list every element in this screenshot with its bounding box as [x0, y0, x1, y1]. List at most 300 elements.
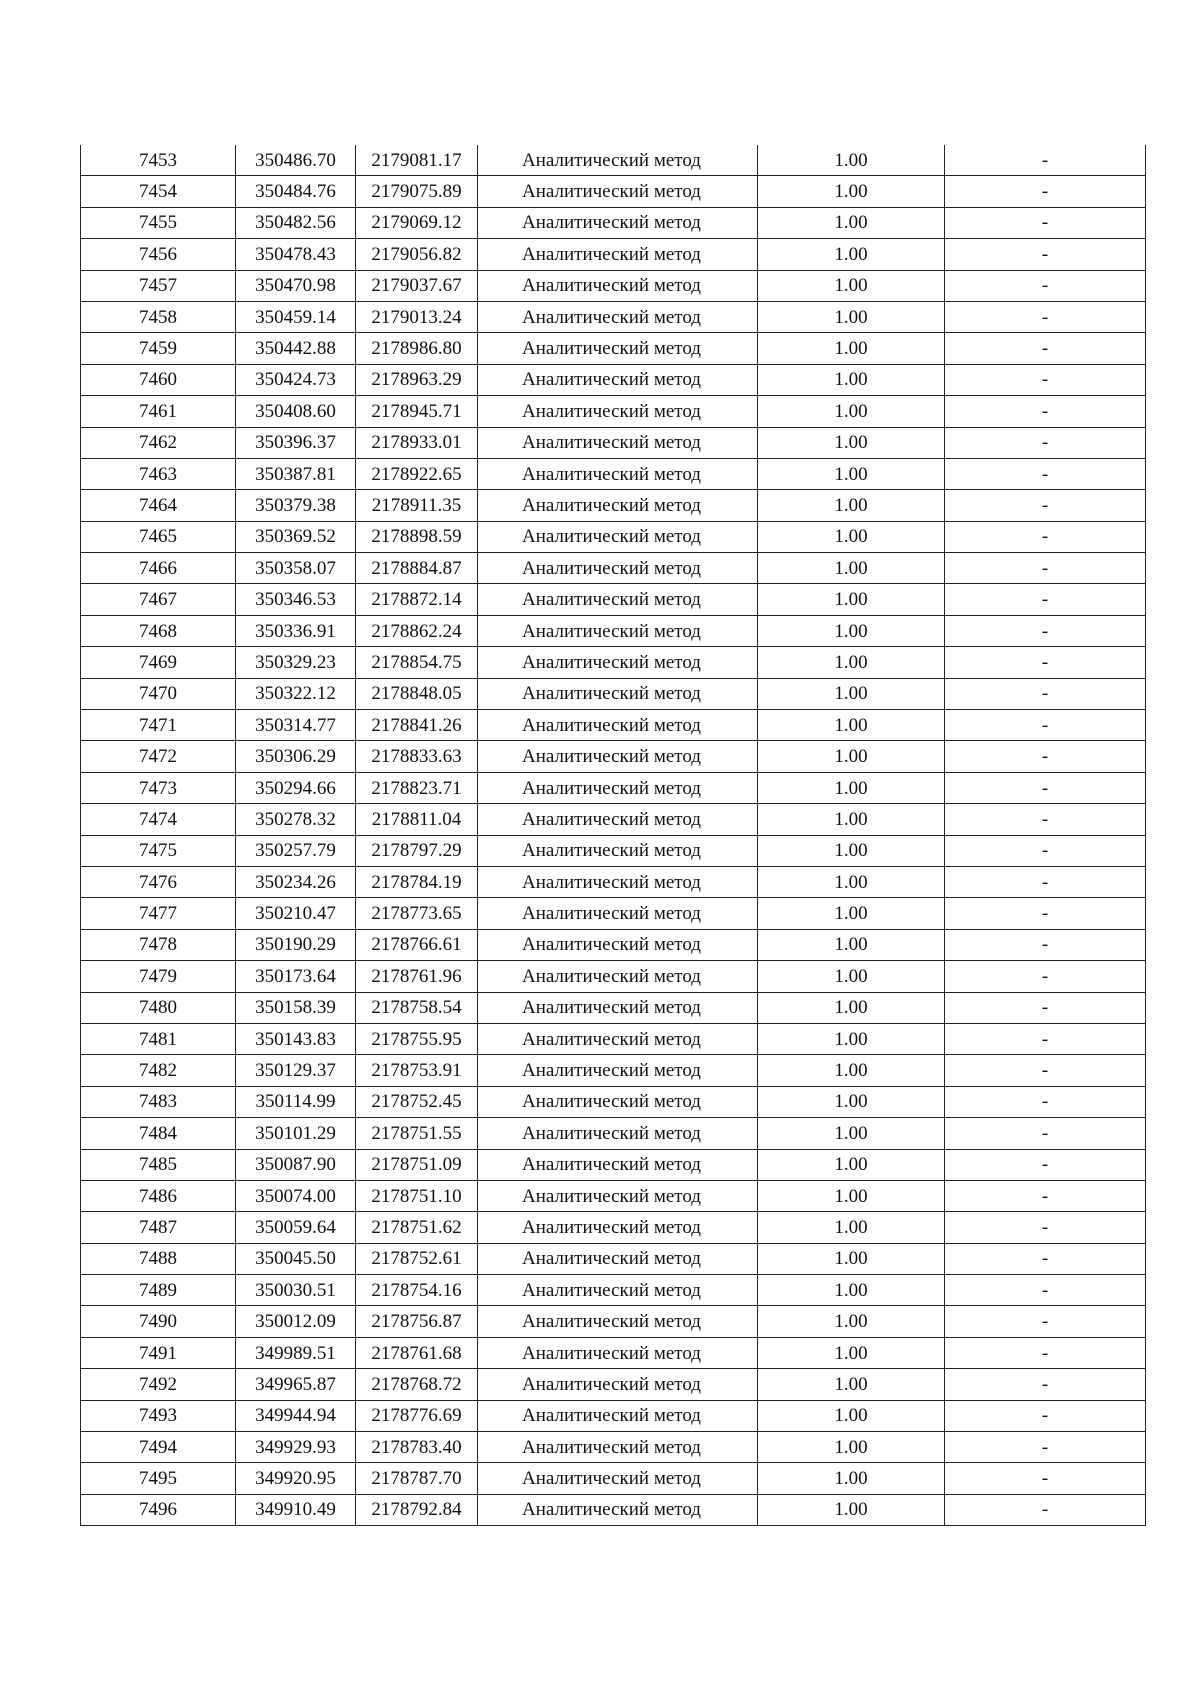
table-row: [81, 1055, 1146, 1086]
table-row: [81, 1212, 1146, 1243]
y-coordinate-cell: 2179075.89: [356, 176, 478, 207]
point-number-cell: 7494: [81, 1432, 236, 1463]
note-cell: -: [945, 615, 1146, 646]
table-row: [81, 584, 1146, 615]
point-number-cell: 7455: [81, 207, 236, 238]
table-row: [81, 396, 1146, 427]
x-coordinate-cell: 350158.39: [236, 992, 356, 1023]
y-coordinate-cell: 2178792.84: [356, 1494, 478, 1525]
table-row: [81, 1306, 1146, 1337]
accuracy-cell: 1.00: [758, 1243, 945, 1274]
y-coordinate-cell: 2178872.14: [356, 584, 478, 615]
point-number-cell: 7465: [81, 521, 236, 552]
note-cell: -: [945, 584, 1146, 615]
table-row: [81, 427, 1146, 458]
accuracy-cell: 1.00: [758, 301, 945, 332]
note-cell: -: [945, 270, 1146, 301]
method-cell: Аналитический метод: [478, 1400, 758, 1431]
y-coordinate-cell: 2178751.62: [356, 1212, 478, 1243]
method-cell: Аналитический метод: [478, 270, 758, 301]
note-cell: -: [945, 1432, 1146, 1463]
note-cell: -: [945, 1463, 1146, 1494]
table-row: [81, 270, 1146, 301]
table-row: [81, 1432, 1146, 1463]
note-cell: -: [945, 741, 1146, 772]
point-number-cell: 7468: [81, 615, 236, 646]
point-number-cell: 7483: [81, 1086, 236, 1117]
table-row: [81, 239, 1146, 270]
table-row: [81, 364, 1146, 395]
y-coordinate-cell: 2178784.19: [356, 866, 478, 897]
table-row: [81, 741, 1146, 772]
table-row: [81, 1149, 1146, 1180]
note-cell: -: [945, 396, 1146, 427]
point-number-cell: 7486: [81, 1180, 236, 1211]
y-coordinate-cell: 2179037.67: [356, 270, 478, 301]
method-cell: Аналитический метод: [478, 835, 758, 866]
accuracy-cell: 1.00: [758, 364, 945, 395]
table-row: [81, 866, 1146, 897]
table-row: [81, 992, 1146, 1023]
table-row: [81, 772, 1146, 803]
table-row: [81, 1180, 1146, 1211]
x-coordinate-cell: 350442.88: [236, 333, 356, 364]
table-row: [81, 647, 1146, 678]
method-cell: Аналитический метод: [478, 929, 758, 960]
x-coordinate-cell: 349910.49: [236, 1494, 356, 1525]
y-coordinate-cell: 2178986.80: [356, 333, 478, 364]
table-row: [81, 553, 1146, 584]
x-coordinate-cell: 350459.14: [236, 301, 356, 332]
method-cell: Аналитический метод: [478, 396, 758, 427]
method-cell: Аналитический метод: [478, 301, 758, 332]
x-coordinate-cell: 350059.64: [236, 1212, 356, 1243]
accuracy-cell: 1.00: [758, 521, 945, 552]
table-row: [81, 458, 1146, 489]
note-cell: -: [945, 804, 1146, 835]
accuracy-cell: 1.00: [758, 1118, 945, 1149]
y-coordinate-cell: 2178752.61: [356, 1243, 478, 1274]
method-cell: Аналитический метод: [478, 898, 758, 929]
method-cell: Аналитический метод: [478, 207, 758, 238]
accuracy-cell: 1.00: [758, 898, 945, 929]
point-number-cell: 7463: [81, 458, 236, 489]
table-row: [81, 678, 1146, 709]
method-cell: Аналитический метод: [478, 1432, 758, 1463]
note-cell: -: [945, 1086, 1146, 1117]
table-row: [81, 333, 1146, 364]
accuracy-cell: 1.00: [758, 804, 945, 835]
method-cell: Аналитический метод: [478, 1306, 758, 1337]
table-row: [81, 835, 1146, 866]
accuracy-cell: 1.00: [758, 427, 945, 458]
x-coordinate-cell: 350278.32: [236, 804, 356, 835]
method-cell: Аналитический метод: [478, 427, 758, 458]
y-coordinate-cell: 2178756.87: [356, 1306, 478, 1337]
method-cell: Аналитический метод: [478, 1149, 758, 1180]
x-coordinate-cell: 350346.53: [236, 584, 356, 615]
x-coordinate-cell: 350114.99: [236, 1086, 356, 1117]
point-number-cell: 7477: [81, 898, 236, 929]
method-cell: Аналитический метод: [478, 176, 758, 207]
point-number-cell: 7470: [81, 678, 236, 709]
x-coordinate-cell: 350030.51: [236, 1275, 356, 1306]
y-coordinate-cell: 2178811.04: [356, 804, 478, 835]
y-coordinate-cell: 2178922.65: [356, 458, 478, 489]
note-cell: -: [945, 145, 1146, 176]
accuracy-cell: 1.00: [758, 615, 945, 646]
accuracy-cell: 1.00: [758, 145, 945, 176]
table-row: [81, 1400, 1146, 1431]
method-cell: Аналитический метод: [478, 1212, 758, 1243]
method-cell: Аналитический метод: [478, 710, 758, 741]
method-cell: Аналитический метод: [478, 553, 758, 584]
point-number-cell: 7478: [81, 929, 236, 960]
method-cell: Аналитический метод: [478, 333, 758, 364]
point-number-cell: 7462: [81, 427, 236, 458]
method-cell: Аналитический метод: [478, 992, 758, 1023]
note-cell: -: [945, 301, 1146, 332]
method-cell: Аналитический метод: [478, 521, 758, 552]
accuracy-cell: 1.00: [758, 1149, 945, 1180]
method-cell: Аналитический метод: [478, 1275, 758, 1306]
note-cell: -: [945, 1212, 1146, 1243]
method-cell: Аналитический метод: [478, 772, 758, 803]
table-row: [81, 1494, 1146, 1525]
x-coordinate-cell: 350314.77: [236, 710, 356, 741]
note-cell: -: [945, 1149, 1146, 1180]
point-number-cell: 7489: [81, 1275, 236, 1306]
x-coordinate-cell: 350234.26: [236, 866, 356, 897]
note-cell: -: [945, 1337, 1146, 1368]
accuracy-cell: 1.00: [758, 333, 945, 364]
note-cell: -: [945, 521, 1146, 552]
method-cell: Аналитический метод: [478, 804, 758, 835]
point-number-cell: 7485: [81, 1149, 236, 1180]
y-coordinate-cell: 2179081.17: [356, 145, 478, 176]
point-number-cell: 7457: [81, 270, 236, 301]
table-row: [81, 1086, 1146, 1117]
method-cell: Аналитический метод: [478, 1369, 758, 1400]
accuracy-cell: 1.00: [758, 678, 945, 709]
point-number-cell: 7458: [81, 301, 236, 332]
accuracy-cell: 1.00: [758, 1369, 945, 1400]
note-cell: -: [945, 1306, 1146, 1337]
x-coordinate-cell: 350387.81: [236, 458, 356, 489]
y-coordinate-cell: 2178854.75: [356, 647, 478, 678]
table-row: [81, 1023, 1146, 1054]
y-coordinate-cell: 2179056.82: [356, 239, 478, 270]
point-number-cell: 7482: [81, 1055, 236, 1086]
point-number-cell: 7488: [81, 1243, 236, 1274]
method-cell: Аналитический метод: [478, 458, 758, 489]
note-cell: -: [945, 1118, 1146, 1149]
x-coordinate-cell: 349989.51: [236, 1337, 356, 1368]
table-row: [81, 1275, 1146, 1306]
note-cell: -: [945, 239, 1146, 270]
point-number-cell: 7473: [81, 772, 236, 803]
point-number-cell: 7492: [81, 1369, 236, 1400]
y-coordinate-cell: 2178823.71: [356, 772, 478, 803]
x-coordinate-cell: 349965.87: [236, 1369, 356, 1400]
note-cell: -: [945, 364, 1146, 395]
note-cell: -: [945, 772, 1146, 803]
note-cell: -: [945, 710, 1146, 741]
method-cell: Аналитический метод: [478, 678, 758, 709]
x-coordinate-cell: 350101.29: [236, 1118, 356, 1149]
accuracy-cell: 1.00: [758, 1212, 945, 1243]
y-coordinate-cell: 2178766.61: [356, 929, 478, 960]
point-number-cell: 7476: [81, 866, 236, 897]
x-coordinate-cell: 350306.29: [236, 741, 356, 772]
x-coordinate-cell: 350087.90: [236, 1149, 356, 1180]
x-coordinate-cell: 349944.94: [236, 1400, 356, 1431]
method-cell: Аналитический метод: [478, 961, 758, 992]
table-row: [81, 615, 1146, 646]
accuracy-cell: 1.00: [758, 1306, 945, 1337]
method-cell: Аналитический метод: [478, 584, 758, 615]
y-coordinate-cell: 2178754.16: [356, 1275, 478, 1306]
x-coordinate-cell: 350074.00: [236, 1180, 356, 1211]
table-row: [81, 804, 1146, 835]
x-coordinate-cell: 350143.83: [236, 1023, 356, 1054]
accuracy-cell: 1.00: [758, 176, 945, 207]
point-number-cell: 7464: [81, 490, 236, 521]
point-number-cell: 7495: [81, 1463, 236, 1494]
point-number-cell: 7487: [81, 1212, 236, 1243]
method-cell: Аналитический метод: [478, 615, 758, 646]
accuracy-cell: 1.00: [758, 866, 945, 897]
x-coordinate-cell: 349929.93: [236, 1432, 356, 1463]
x-coordinate-cell: 350257.79: [236, 835, 356, 866]
point-number-cell: 7469: [81, 647, 236, 678]
x-coordinate-cell: 350408.60: [236, 396, 356, 427]
y-coordinate-cell: 2178755.95: [356, 1023, 478, 1054]
accuracy-cell: 1.00: [758, 239, 945, 270]
method-cell: Аналитический метод: [478, 1337, 758, 1368]
note-cell: -: [945, 961, 1146, 992]
note-cell: -: [945, 1023, 1146, 1054]
x-coordinate-cell: 350484.76: [236, 176, 356, 207]
point-number-cell: 7474: [81, 804, 236, 835]
table-row: [81, 1369, 1146, 1400]
table-row: [81, 1243, 1146, 1274]
x-coordinate-cell: 350190.29: [236, 929, 356, 960]
x-coordinate-cell: 350294.66: [236, 772, 356, 803]
method-cell: Аналитический метод: [478, 490, 758, 521]
method-cell: Аналитический метод: [478, 866, 758, 897]
accuracy-cell: 1.00: [758, 1055, 945, 1086]
table-row: [81, 490, 1146, 521]
point-number-cell: 7481: [81, 1023, 236, 1054]
x-coordinate-cell: 350045.50: [236, 1243, 356, 1274]
x-coordinate-cell: 350482.56: [236, 207, 356, 238]
note-cell: -: [945, 458, 1146, 489]
accuracy-cell: 1.00: [758, 584, 945, 615]
point-number-cell: 7490: [81, 1306, 236, 1337]
y-coordinate-cell: 2178963.29: [356, 364, 478, 395]
y-coordinate-cell: 2178773.65: [356, 898, 478, 929]
y-coordinate-cell: 2178751.55: [356, 1118, 478, 1149]
x-coordinate-cell: 350358.07: [236, 553, 356, 584]
note-cell: -: [945, 1400, 1146, 1431]
accuracy-cell: 1.00: [758, 1432, 945, 1463]
accuracy-cell: 1.00: [758, 490, 945, 521]
y-coordinate-cell: 2179013.24: [356, 301, 478, 332]
y-coordinate-cell: 2178797.29: [356, 835, 478, 866]
y-coordinate-cell: 2178884.87: [356, 553, 478, 584]
accuracy-cell: 1.00: [758, 1023, 945, 1054]
method-cell: Аналитический метод: [478, 145, 758, 176]
accuracy-cell: 1.00: [758, 961, 945, 992]
note-cell: -: [945, 427, 1146, 458]
table-row: [81, 145, 1146, 176]
note-cell: -: [945, 1494, 1146, 1525]
accuracy-cell: 1.00: [758, 647, 945, 678]
x-coordinate-cell: 349920.95: [236, 1463, 356, 1494]
note-cell: -: [945, 929, 1146, 960]
accuracy-cell: 1.00: [758, 270, 945, 301]
note-cell: -: [945, 898, 1146, 929]
x-coordinate-cell: 350478.43: [236, 239, 356, 270]
point-number-cell: 7472: [81, 741, 236, 772]
table-row: [81, 301, 1146, 332]
x-coordinate-cell: 350470.98: [236, 270, 356, 301]
y-coordinate-cell: 2178898.59: [356, 521, 478, 552]
x-coordinate-cell: 350486.70: [236, 145, 356, 176]
x-coordinate-cell: 350379.38: [236, 490, 356, 521]
note-cell: -: [945, 647, 1146, 678]
y-coordinate-cell: 2178848.05: [356, 678, 478, 709]
method-cell: Аналитический метод: [478, 1023, 758, 1054]
y-coordinate-cell: 2178761.68: [356, 1337, 478, 1368]
note-cell: -: [945, 553, 1146, 584]
note-cell: -: [945, 333, 1146, 364]
note-cell: -: [945, 992, 1146, 1023]
coordinates-table: [80, 145, 1146, 1526]
note-cell: -: [945, 1275, 1146, 1306]
table-row: [81, 961, 1146, 992]
note-cell: -: [945, 1369, 1146, 1400]
point-number-cell: 7471: [81, 710, 236, 741]
method-cell: Аналитический метод: [478, 1086, 758, 1117]
x-coordinate-cell: 350129.37: [236, 1055, 356, 1086]
y-coordinate-cell: 2178783.40: [356, 1432, 478, 1463]
point-number-cell: 7491: [81, 1337, 236, 1368]
accuracy-cell: 1.00: [758, 772, 945, 803]
point-number-cell: 7496: [81, 1494, 236, 1525]
y-coordinate-cell: 2178833.63: [356, 741, 478, 772]
point-number-cell: 7461: [81, 396, 236, 427]
note-cell: -: [945, 835, 1146, 866]
note-cell: -: [945, 1055, 1146, 1086]
y-coordinate-cell: 2178751.09: [356, 1149, 478, 1180]
y-coordinate-cell: 2178768.72: [356, 1369, 478, 1400]
note-cell: -: [945, 866, 1146, 897]
x-coordinate-cell: 350396.37: [236, 427, 356, 458]
accuracy-cell: 1.00: [758, 710, 945, 741]
accuracy-cell: 1.00: [758, 1086, 945, 1117]
accuracy-cell: 1.00: [758, 992, 945, 1023]
accuracy-cell: 1.00: [758, 1337, 945, 1368]
method-cell: Аналитический метод: [478, 1494, 758, 1525]
accuracy-cell: 1.00: [758, 1180, 945, 1211]
y-coordinate-cell: 2178761.96: [356, 961, 478, 992]
accuracy-cell: 1.00: [758, 1400, 945, 1431]
x-coordinate-cell: 350336.91: [236, 615, 356, 646]
x-coordinate-cell: 350012.09: [236, 1306, 356, 1337]
accuracy-cell: 1.00: [758, 835, 945, 866]
method-cell: Аналитический метод: [478, 1055, 758, 1086]
y-coordinate-cell: 2178751.10: [356, 1180, 478, 1211]
point-number-cell: 7466: [81, 553, 236, 584]
point-number-cell: 7479: [81, 961, 236, 992]
method-cell: Аналитический метод: [478, 1243, 758, 1274]
note-cell: -: [945, 1180, 1146, 1211]
accuracy-cell: 1.00: [758, 1463, 945, 1494]
note-cell: -: [945, 207, 1146, 238]
point-number-cell: 7460: [81, 364, 236, 395]
point-number-cell: 7480: [81, 992, 236, 1023]
y-coordinate-cell: 2178945.71: [356, 396, 478, 427]
method-cell: Аналитический метод: [478, 1463, 758, 1494]
table-row: [81, 207, 1146, 238]
y-coordinate-cell: 2178841.26: [356, 710, 478, 741]
y-coordinate-cell: 2178933.01: [356, 427, 478, 458]
accuracy-cell: 1.00: [758, 396, 945, 427]
point-number-cell: 7456: [81, 239, 236, 270]
point-number-cell: 7454: [81, 176, 236, 207]
accuracy-cell: 1.00: [758, 553, 945, 584]
method-cell: Аналитический метод: [478, 239, 758, 270]
x-coordinate-cell: 350369.52: [236, 521, 356, 552]
point-number-cell: 7475: [81, 835, 236, 866]
method-cell: Аналитический метод: [478, 647, 758, 678]
point-number-cell: 7484: [81, 1118, 236, 1149]
y-coordinate-cell: 2178862.24: [356, 615, 478, 646]
x-coordinate-cell: 350173.64: [236, 961, 356, 992]
table-row: [81, 176, 1146, 207]
y-coordinate-cell: 2178753.91: [356, 1055, 478, 1086]
accuracy-cell: 1.00: [758, 1275, 945, 1306]
note-cell: -: [945, 678, 1146, 709]
note-cell: -: [945, 176, 1146, 207]
x-coordinate-cell: 350424.73: [236, 364, 356, 395]
coordinates-table-body: [81, 145, 1146, 1526]
accuracy-cell: 1.00: [758, 741, 945, 772]
x-coordinate-cell: 350210.47: [236, 898, 356, 929]
table-row: [81, 1118, 1146, 1149]
accuracy-cell: 1.00: [758, 458, 945, 489]
x-coordinate-cell: 350329.23: [236, 647, 356, 678]
method-cell: Аналитический метод: [478, 1118, 758, 1149]
x-coordinate-cell: 350322.12: [236, 678, 356, 709]
accuracy-cell: 1.00: [758, 207, 945, 238]
method-cell: Аналитический метод: [478, 364, 758, 395]
note-cell: -: [945, 1243, 1146, 1274]
y-coordinate-cell: 2178776.69: [356, 1400, 478, 1431]
note-cell: -: [945, 490, 1146, 521]
table-row: [81, 929, 1146, 960]
point-number-cell: 7453: [81, 145, 236, 176]
y-coordinate-cell: 2178758.54: [356, 992, 478, 1023]
point-number-cell: 7467: [81, 584, 236, 615]
table-row: [81, 898, 1146, 929]
y-coordinate-cell: 2178911.35: [356, 490, 478, 521]
point-number-cell: 7459: [81, 333, 236, 364]
table-row: [81, 1337, 1146, 1368]
y-coordinate-cell: 2178752.45: [356, 1086, 478, 1117]
